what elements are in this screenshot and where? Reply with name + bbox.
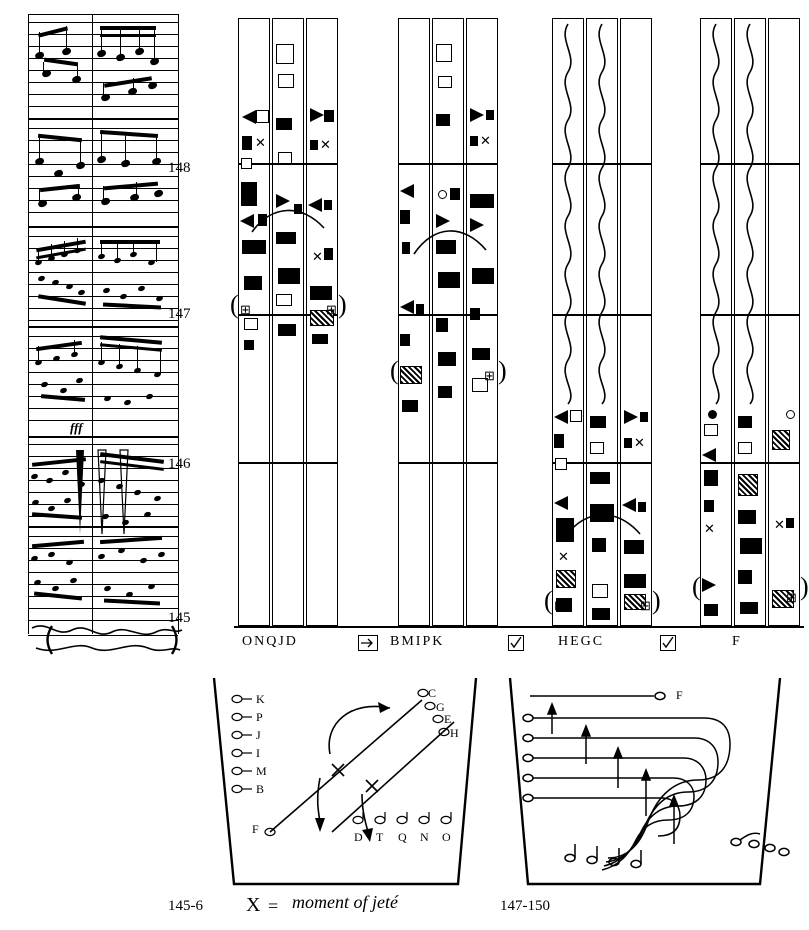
vibrato-line xyxy=(588,24,618,404)
h-glyph: ⊞ xyxy=(484,368,495,383)
note-label-N: N xyxy=(420,830,429,844)
note-label-O: O xyxy=(442,830,451,844)
note-label-C: C xyxy=(428,686,437,700)
caption-equals: = xyxy=(268,896,279,916)
caption-x: X xyxy=(246,894,261,916)
h-glyph: ⊞ xyxy=(240,302,251,317)
system-number-145: 145 xyxy=(168,610,191,626)
group-label-F: F xyxy=(732,634,742,649)
bottom-diagrams xyxy=(0,672,800,930)
phrase-curve xyxy=(398,218,498,278)
h-glyph: ⊞ xyxy=(326,302,337,317)
note-label-D: D xyxy=(354,830,363,844)
note-label-B: B xyxy=(256,782,265,796)
note-label-E: E xyxy=(444,712,452,726)
checkbox-icon xyxy=(508,635,524,651)
note-label-I: I xyxy=(256,746,260,760)
right-paren: ) xyxy=(652,586,661,615)
left-paren: ( xyxy=(390,356,399,385)
left-paren: ( xyxy=(692,572,701,601)
vibrato-line xyxy=(702,24,732,404)
note-label-F-top: F xyxy=(676,688,683,702)
left-paren: ( xyxy=(544,586,553,615)
checkbox-icon xyxy=(660,635,676,651)
group-label-BMIPK: BMIPK xyxy=(390,634,445,649)
graphic-score-grid: 148 147 146 145 ✕ ✕ ✕ ( ) ⊞ ⊞ ✕ ( ) ⊞ ✕ ✕ ( ) ⊞ ⊞ ✕ ✕ ( ) ⊞ ONQJD BMIPK HEGC F xyxy=(160,8,800,668)
right-paren: ) xyxy=(498,356,507,385)
system-number-148: 148 xyxy=(168,160,191,176)
note-label-J: J xyxy=(256,728,261,742)
caption-text: moment of jeté xyxy=(292,892,398,912)
note-label-M: M xyxy=(256,764,267,778)
note-label-P: P xyxy=(256,710,263,724)
h-glyph: ⊞ xyxy=(554,598,565,613)
note-label-K: K xyxy=(256,692,265,706)
panel-label-145-6: 145-6 xyxy=(168,898,203,914)
system-number-146: 146 xyxy=(168,456,191,472)
h-glyph: ⊞ xyxy=(786,590,797,605)
system-number-147: 147 xyxy=(168,306,191,322)
note-label-T: T xyxy=(376,830,384,844)
panel-label-147-150: 147-150 xyxy=(500,898,550,914)
diagram-147-150 xyxy=(498,672,798,892)
phrase-curve xyxy=(238,198,338,258)
note-label-G: G xyxy=(436,700,445,714)
right-paren: ) xyxy=(338,290,347,319)
phrase-curve xyxy=(552,504,652,560)
bottom-note-heads xyxy=(350,812,470,838)
note-label-Q: Q xyxy=(398,830,407,844)
h-glyph: ⊞ xyxy=(640,598,651,613)
routing-lines xyxy=(508,682,794,884)
vibrato-line xyxy=(554,24,584,404)
dynamic-marking-fff: fff xyxy=(70,420,83,435)
note-label-F-origin: F xyxy=(252,822,259,836)
vibrato-line xyxy=(736,24,766,404)
group-label-HEGC: HEGC xyxy=(558,634,605,649)
right-paren: ) xyxy=(800,572,809,601)
group-label-ONQJD: ONQJD xyxy=(242,634,298,649)
diagram-145-6 xyxy=(200,672,490,892)
boxed-arrow-icon xyxy=(358,635,378,651)
note-label-H: H xyxy=(450,726,459,740)
left-paren: ( xyxy=(230,290,239,319)
